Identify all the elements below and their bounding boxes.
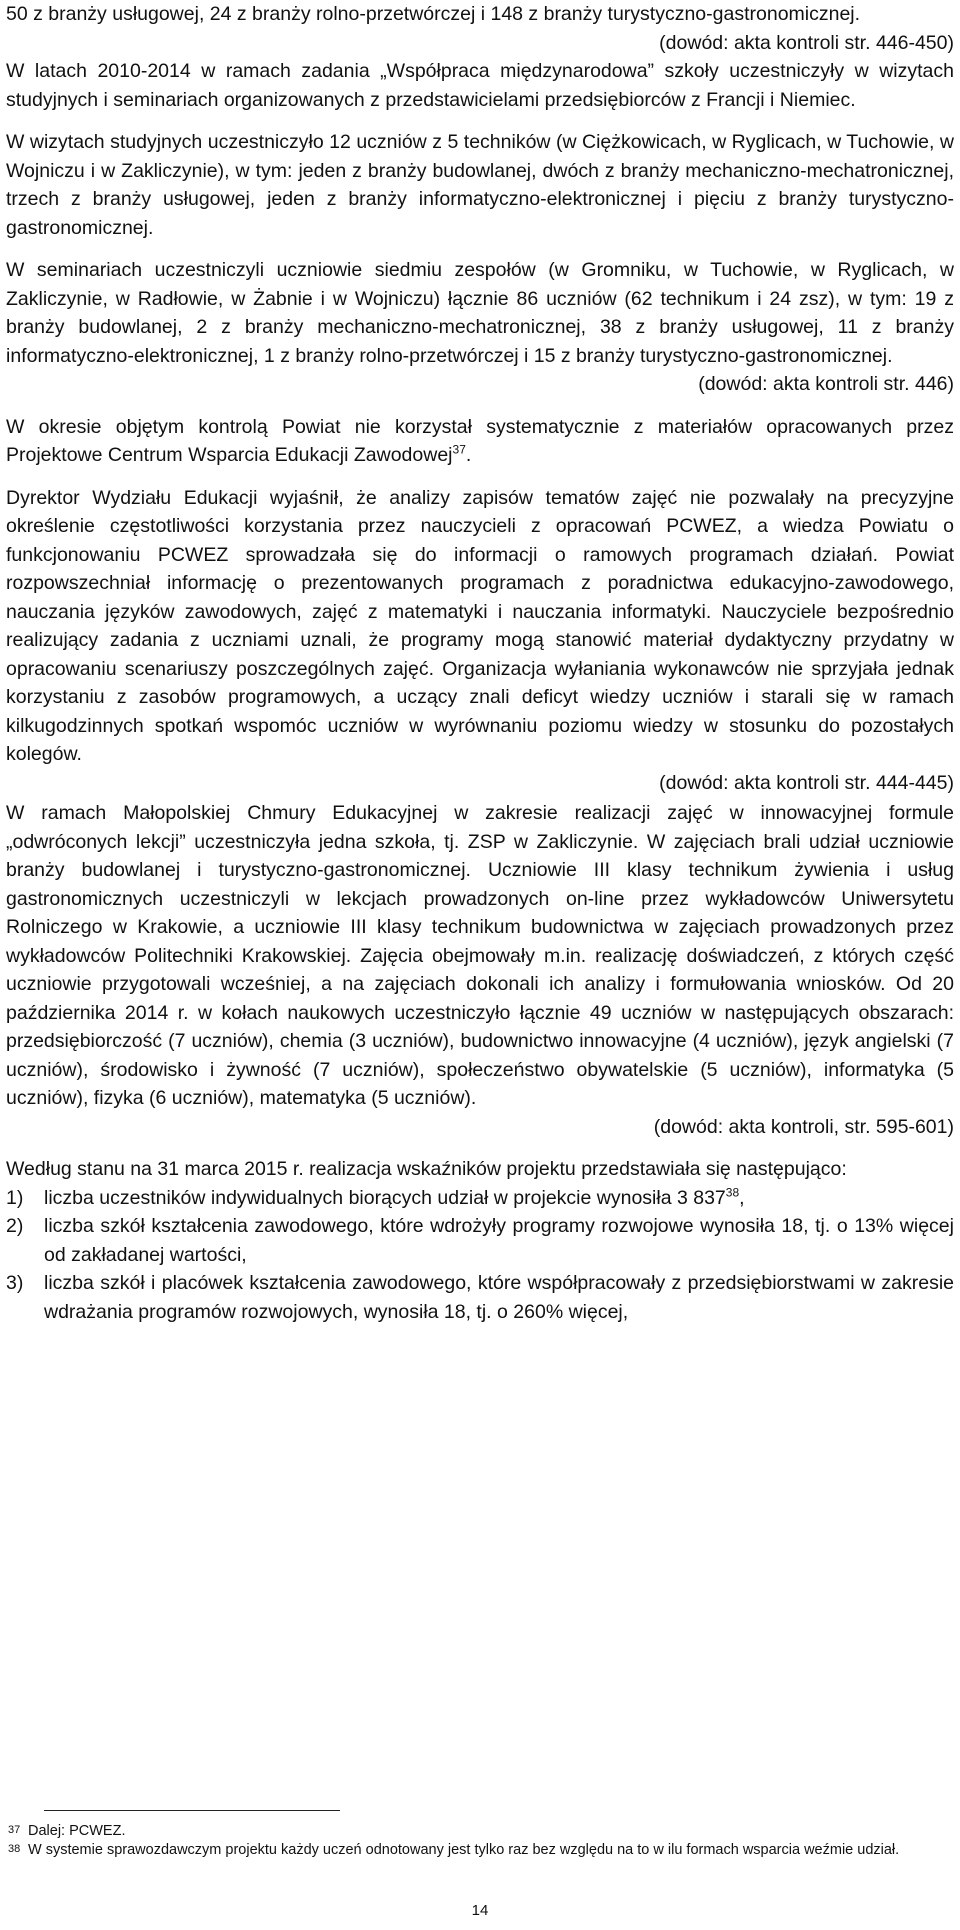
- list-item-number: 3): [6, 1272, 24, 1294]
- footnote-ref-37[interactable]: 37: [452, 442, 466, 457]
- paragraph-8: Według stanu na 31 marca 2015 r. realizacja wskaźników projektu przedstawiała się następująco:: [6, 1158, 847, 1180]
- list-item-text: liczba szkół kształcenia zawodowego, które wdrożyły programy rozwojowe wynosiła 18, tj. o 13% więcej od zakładanej wartości,: [44, 1215, 954, 1266]
- paragraph-6: Dyrektor Wydziału Edukacji wyjaśnił, że analizy zapisów tematów zajęć nie pozwalały na precyzyjne określenie częstotliwości korzystania przez nauczycieli z opracowań PCWEZ, a wiedza Powiatu o funkcjonowaniu PCWEZ sprowadzała się do informacji o ramowych programach działań. Powiat rozpowszechniał informację o prezentowanych programach z poradnictwa edukacyjno-zawodowego, nauczania języków zawodowych, zajęć z matematyki i nauczania informatyki. Nauczyciele bezpośrednio realizujący zadania z uczniami uznali, że programy mogą stanowić materiał dydaktyczny przydatny w opracowaniu scenariuszy poszczególnych zajęć. Organizacja wyłaniania wykonawców nie sprzyjała jednak korzystaniu z zasobów programowych, a uczący znali deficyt wiedzy uczniów i starali się w ramach kilkugodzinnych spotkań wspomóc uczniów w wyrównaniu poziomu wiedzy w stosunku do pozostałych kolegów.: [6, 486, 954, 765]
- page-number: 14: [471, 1902, 489, 1919]
- paragraph-4: W seminariach uczestniczyli uczniowie siedmiu zespołów (w Gromniku, w Tuchowie, w Ryglicach, w Zakliczynie, w Radłowie, w Żabnie i w Wojniczu) łącznie 86 uczniów (62 technikum i 24 zsz), w tym: 19 z branży budowlanej, 2 z branży mechaniczno-mechatronicznej, 38 z branży usługowej, 11 z branży informatyczno-elektronicznej, 1 z branży rolno-przetwórczej i 15 z branży turystyczno-gastronomicznej.: [6, 259, 954, 367]
- indicator-list: [6, 1184, 954, 1327]
- paragraph-5-text: W okresie objętym kontrolą Powiat nie korzystał systematycznie z materiałów opracowanych przez Projektowe Centrum Wsparcia Edukacji Zawodowej: [6, 415, 954, 466]
- list-item-text-body: liczba uczestników indywidualnych biorących udział w projekcie wynosiła 3 837: [44, 1186, 726, 1209]
- paragraph-5-end: .: [465, 444, 472, 466]
- list-item: [6, 1184, 954, 1213]
- evidence-citation-4: (dowód: akta kontroli, str. 595-601): [653, 1115, 954, 1138]
- paragraph-1: 50 z branży usługowej, 24 z branży rolno-przetwórczej i 148 z branży turystyczno-gastronomicznej.: [6, 3, 861, 25]
- footnote-number: 38: [8, 1843, 21, 1855]
- list-item-number: 2): [6, 1215, 24, 1237]
- evidence-citation-2: (dowód: akta kontroli str. 446): [698, 373, 954, 395]
- footnotes: [8, 1822, 952, 1860]
- evidence-citation-3: (dowód: akta kontroli str. 444-445): [659, 771, 954, 794]
- paragraph-7: W ramach Małopolskiej Chmury Edukacyjnej w zakresie realizacji zajęć w innowacyjnej formule „odwróconych lekcji” uczestniczyła jedna szkoła, tj. ZSP w Zakliczynie. W zajęciach brali udział uczniowie branży budowlanej i turystyczno-gastronomicznej. Uczniowie III klasy technikum żywienia i usług gastronomicznych uczestniczyli w lekcjach prowadzonych on-line przez wykładowców Uniwersytetu Rolniczego w Krakowie, a uczniowie III klasy technikum budownictwa w zajęciach prowadzonych przez wykładowców Politechniki Krakowskiej. Zajęcia obejmowały m.in. realizację doświadczeń, z których część uczniowie przygotowali wcześniej, a na zajęciach dokonali ich analizy i formułowania wniosków. Od 20 października 2014 r. w kołach naukowych uczestniczyło łącznie 49 uczniów w następujących obszarach: przedsiębiorczość (7 uczniów), chemia (3 uczniów), budownictwo innowacyjne (4 uczniów), język angielski (7 uczniów), środowisko i żywność (7 uczniów), społeczeństwo obywatelskie (5 uczniów), informatyka (5 uczniów), fizyka (6 uczniów), matematyka (5 uczniów).: [6, 802, 954, 1109]
- paragraph-5: [6, 413, 954, 470]
- list-item-number: 1): [6, 1186, 24, 1209]
- footnote-number: 37: [8, 1824, 21, 1836]
- paragraph-2: W latach 2010-2014 w ramach zadania „Współpraca międzynarodowa” szkoły uczestniczyły w wizytach studyjnych i seminariach organizowanych z przedstawicielami przedsiębiorców z Francji i Niemiec.: [6, 60, 954, 111]
- evidence-citation-1: (dowód: akta kontroli str. 446-450): [659, 31, 954, 54]
- footnote-38: [8, 1841, 952, 1860]
- footnote-separator: [44, 1810, 340, 1811]
- footnote-text: Dalej: PCWEZ.: [28, 1823, 126, 1839]
- list-item-text-end: ,: [739, 1186, 745, 1209]
- list-item-text: liczba szkół i placówek kształcenia zawodowego, które współpracowały z przedsiębiorstwami w zakresie wdrażania programów rozwojowych, wynosiła 18, tj. o 260% więcej,: [44, 1272, 954, 1323]
- footnote-37: [8, 1822, 952, 1841]
- paragraph-3: W wizytach studyjnych uczestniczyło 12 uczniów z 5 techników (w Ciężkowicach, w Ryglicach, w Tuchowie, w Wojniczu i w Zakliczynie), w tym: jeden z branży budowlanej, dwóch z branży mechaniczno-mechatronicznej, trzech z branży usługowej, jeden z branży informatyczno-elektronicznej i pięciu z branży turystyczno-gastronomicznej.: [6, 131, 954, 239]
- body-text: [6, 0, 954, 1326]
- footnote-ref-38[interactable]: 38: [725, 1185, 740, 1199]
- list-item: [6, 1269, 954, 1326]
- list-item: [6, 1212, 954, 1269]
- list-item-text: [44, 1184, 954, 1213]
- footnote-text: W systemie sprawozdawczym projektu każdy uczeń odnotowany jest tylko raz bez względu na to w ilu formach wsparcia weźmie udział.: [28, 1842, 900, 1858]
